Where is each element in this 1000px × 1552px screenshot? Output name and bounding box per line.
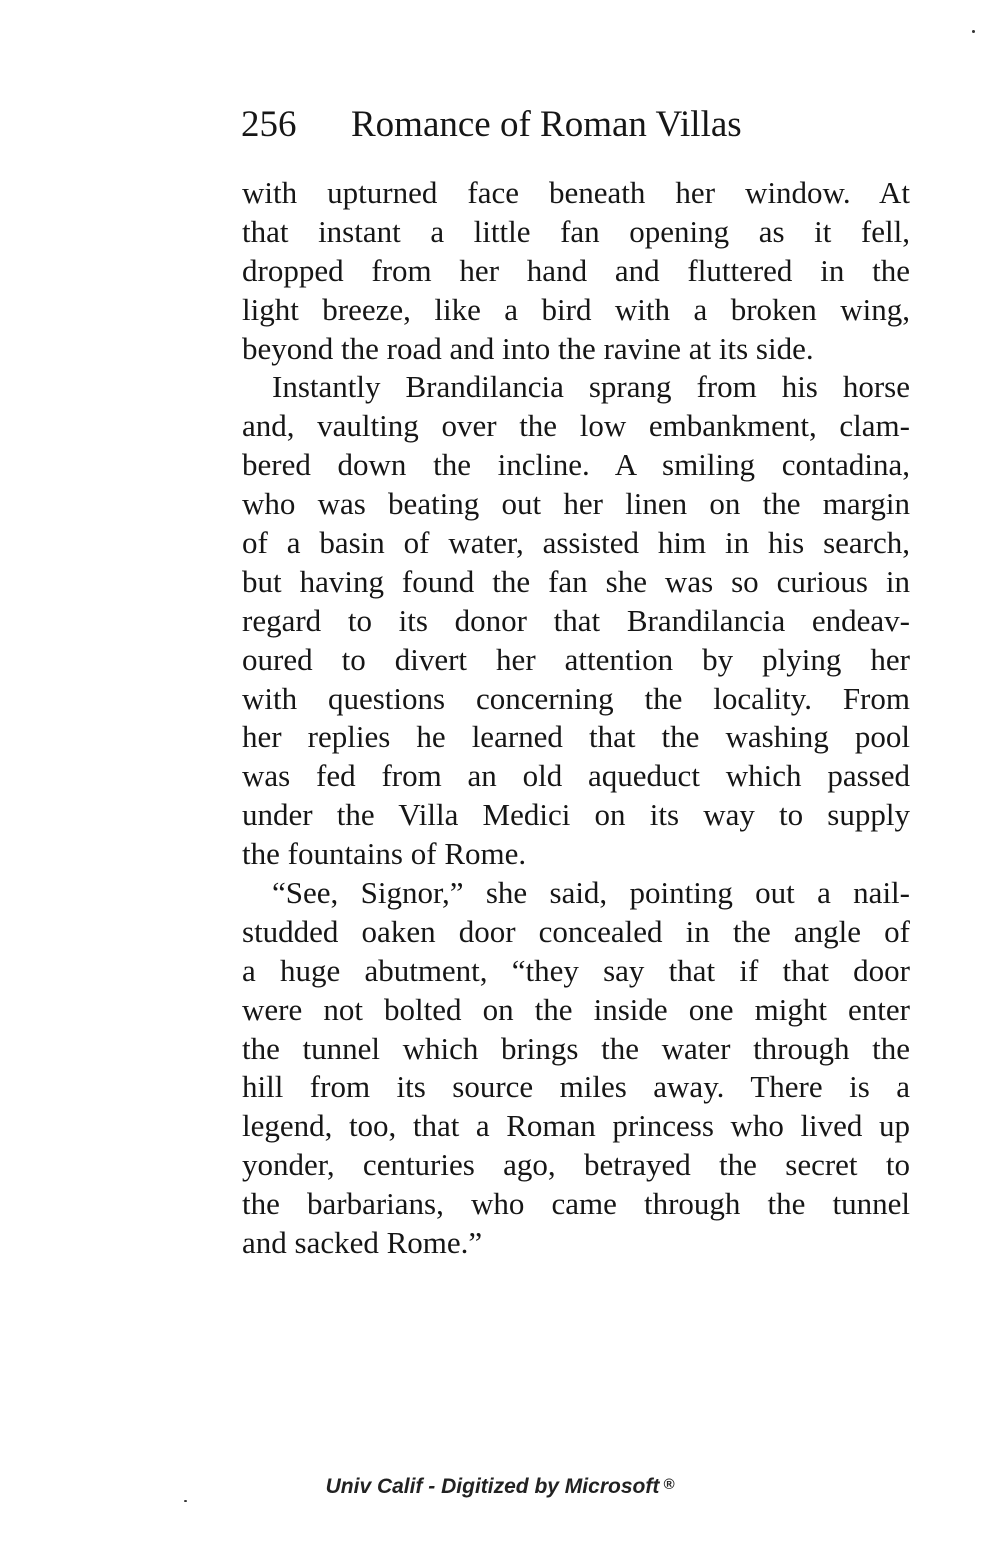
text-line: “See, Signor,” she said, pointing out a nail- — [272, 875, 910, 911]
text-line: and sacked Rome.” — [242, 1225, 483, 1261]
scan-speck-icon — [972, 30, 975, 33]
microsoft-mark-icon: ® — [663, 1476, 675, 1493]
text-line: was fed from an old aqueduct which passed — [242, 758, 910, 794]
text-line: were not bolted on the inside one might enter — [242, 991, 910, 1027]
text-line: and, vaulting over the low embankment, clam- — [242, 408, 910, 444]
text-line: the tunnel which brings the water through the — [242, 1030, 910, 1066]
text-line: that instant a little fan opening as it fell, — [242, 213, 910, 249]
text-line: oured to divert her attention by plying her — [242, 641, 910, 677]
text-line: bered down the incline. A smiling contadina, — [242, 447, 910, 483]
page-number: 256 — [241, 104, 297, 145]
text-line: beyond the road and into the ravine at its side. — [242, 330, 814, 366]
text-line: her replies he learned that the washing pool — [242, 719, 910, 755]
text-line: the fountains of Rome. — [242, 836, 527, 872]
text-line: a huge abutment, “they say that if that door — [242, 952, 910, 988]
text-line: dropped from her hand and fluttered in the — [242, 252, 910, 288]
text-line: studded oaken door concealed in the angle of — [242, 913, 910, 949]
text-line: the barbarians, who came through the tunnel — [242, 1186, 910, 1222]
running-title: Romance of Roman Villas — [351, 104, 742, 145]
scan-speck-icon — [184, 1500, 187, 1502]
text-line: light breeze, like a bird with a broken wing, — [242, 291, 910, 327]
digitization-footer — [0, 1470, 1000, 1502]
text-line: legend, too, that a Roman princess who lived up — [242, 1108, 910, 1144]
text-line: regard to its donor that Brandilancia endeav- — [242, 602, 910, 638]
text-line: Instantly Brandilancia sprang from his horse — [272, 369, 910, 405]
text-line: with questions concerning the locality. From — [242, 680, 910, 716]
footer-text: Univ Calif - Digitized by Microsoft — [325, 1475, 660, 1498]
text-line: but having found the fan she was so curious in — [242, 563, 910, 599]
text-line: yonder, centuries ago, betrayed the secret to — [242, 1147, 910, 1183]
text-line: of a basin of water, assisted him in his search, — [242, 525, 910, 561]
text-line: with upturned face beneath her window. At — [242, 175, 910, 210]
text-line: under the Villa Medici on its way to supply — [242, 797, 910, 833]
running-head — [241, 100, 911, 150]
text-line: who was beating out her linen on the margin — [242, 486, 910, 522]
body-text — [242, 174, 910, 1263]
text-line: hill from its source miles away. There is a — [242, 1069, 910, 1105]
